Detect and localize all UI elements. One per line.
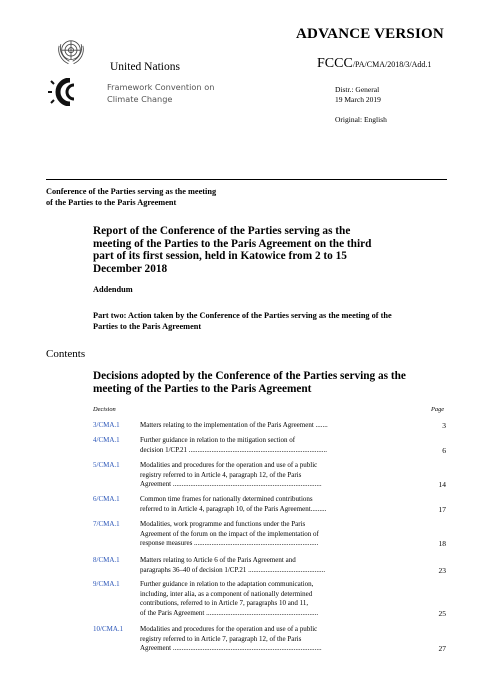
decision-title-line: response measures ....................................................................... — [140, 539, 319, 548]
decision-title-line: Further guidance in relation to the adaptation communication, — [140, 580, 314, 588]
conference-line2: of the Parties to the Paris Agreement — [46, 198, 177, 207]
date: 19 March 2019 — [335, 95, 381, 104]
decision-title-line: Agreement of the forum on the impact of the implementation of — [140, 529, 319, 538]
decision-page-number: 17 — [438, 504, 446, 514]
org-name: United Nations — [110, 61, 180, 73]
decision-row — [93, 461, 448, 490]
decision-title-line: registry referred to in Article 7, paragraph 12, of the Paris — [140, 634, 302, 643]
part-two-heading: Part two: Action taken by the Conference of the Parties serving as the meeting of the Parties to the Paris Agreement — [93, 311, 392, 331]
decision-code-link[interactable]: 5/CMA.1 — [93, 461, 120, 469]
addendum-label: Addendum — [93, 285, 133, 294]
convention-name — [107, 81, 214, 105]
symbol-main: FCCC — [317, 56, 353, 71]
conference-heading — [46, 186, 216, 208]
report-title: Report of the Conference of the Parties serving as the meeting of the Parties to the Paris Agreement on the third part of its first session, held in Katowice from 2 to 15 December 2018 — [93, 225, 372, 275]
convention-line2: Climate Change — [107, 94, 173, 104]
decision-title — [140, 436, 370, 455]
column-header-decision: Decision — [93, 406, 116, 413]
decision-row — [93, 495, 448, 514]
decision-page-number: 27 — [438, 644, 446, 654]
column-header-page: Page — [431, 406, 445, 413]
decision-title-line: Modalities and procedures for the operation and use of a public — [140, 625, 318, 633]
decision-title-line: Agreement ..................................................................................... — [140, 644, 322, 653]
decision-title — [140, 625, 370, 654]
decision-row — [93, 436, 448, 455]
decision-title-line: Further guidance in relation to the mitigation section of — [140, 436, 296, 444]
symbol-rest: /PA/CMA/2018/3/Add.1 — [352, 60, 432, 69]
decision-title-line: Modalities, work programme and functions under the Paris — [140, 520, 306, 528]
decision-row — [93, 580, 448, 618]
decision-title-line: referred to in Article 4, paragraph 10, of the Paris Agreement......... — [140, 504, 327, 513]
decision-row — [93, 625, 448, 654]
decision-title-line: registry referred to in Article 4, paragraph 12, of the Paris — [140, 470, 302, 479]
contents-heading: Contents — [46, 348, 86, 360]
decisions-title: Decisions adopted by the Conference of the Parties serving as the meeting of the Parties to the Paris Agreement — [93, 370, 406, 395]
decision-page-number: 14 — [438, 480, 446, 490]
decision-code-link[interactable]: 10/CMA.1 — [93, 625, 124, 633]
decision-code-link[interactable]: 4/CMA.1 — [93, 436, 120, 444]
decision-title-line: decision 1/CP.21 ............................................................................... — [140, 445, 328, 454]
convention-line1: Framework Convention on — [107, 82, 215, 92]
decision-title — [140, 556, 370, 575]
decision-title — [140, 421, 370, 431]
decision-code-link[interactable]: 9/CMA.1 — [93, 580, 120, 588]
un-emblem-icon — [54, 34, 88, 68]
decision-row — [93, 520, 448, 549]
decision-page-number: 3 — [442, 421, 446, 430]
decision-title-line: Matters relating to Article 6 of the Paris Agreement and — [140, 556, 296, 564]
decision-row — [93, 421, 448, 431]
decision-code-link[interactable]: 6/CMA.1 — [93, 495, 120, 503]
decision-code-link[interactable]: 8/CMA.1 — [93, 556, 120, 564]
distribution-block — [335, 85, 387, 125]
decision-title — [140, 580, 370, 618]
decision-title-line: Modalities and procedures for the operation and use of a public — [140, 461, 318, 469]
original-language: Original: English — [335, 115, 387, 124]
decision-title-line: Common time frames for nationally determined contributions — [140, 495, 313, 503]
decision-code-link[interactable]: 7/CMA.1 — [93, 520, 120, 528]
decision-title-line: of the Paris Agreement ................................................................ — [140, 608, 319, 617]
conference-line1: Conference of the Parties serving as the meeting — [46, 187, 217, 196]
decision-page-number: 6 — [442, 445, 446, 455]
decision-title-line: paragraphs 36–40 of decision 1/CP.21 ............................................ — [140, 565, 326, 574]
decision-title-line: Matters relating to the implementation of the Paris Agreement ....... — [140, 421, 328, 429]
document-symbol — [317, 56, 431, 72]
header-divider — [46, 179, 447, 180]
decision-title-line: Agreement ..................................................................................... — [140, 480, 322, 489]
decision-title — [140, 520, 370, 549]
unfccc-logo-icon — [48, 78, 92, 106]
decision-page-number: 25 — [438, 608, 446, 618]
advance-version-label: ADVANCE VERSION — [296, 26, 444, 42]
decision-title-line: including, inter alia, as a component of nationally determined — [140, 589, 313, 598]
decision-title — [140, 461, 370, 490]
decision-page-number: 18 — [438, 539, 446, 549]
decision-row — [93, 556, 448, 575]
decision-title-line: contributions, referred to in Article 7, paragraphs 10 and 11, — [140, 599, 309, 608]
decision-code-link[interactable]: 3/CMA.1 — [93, 421, 120, 429]
distribution: Distr.: General — [335, 85, 380, 94]
decision-title — [140, 495, 370, 514]
decision-page-number: 23 — [438, 565, 446, 575]
